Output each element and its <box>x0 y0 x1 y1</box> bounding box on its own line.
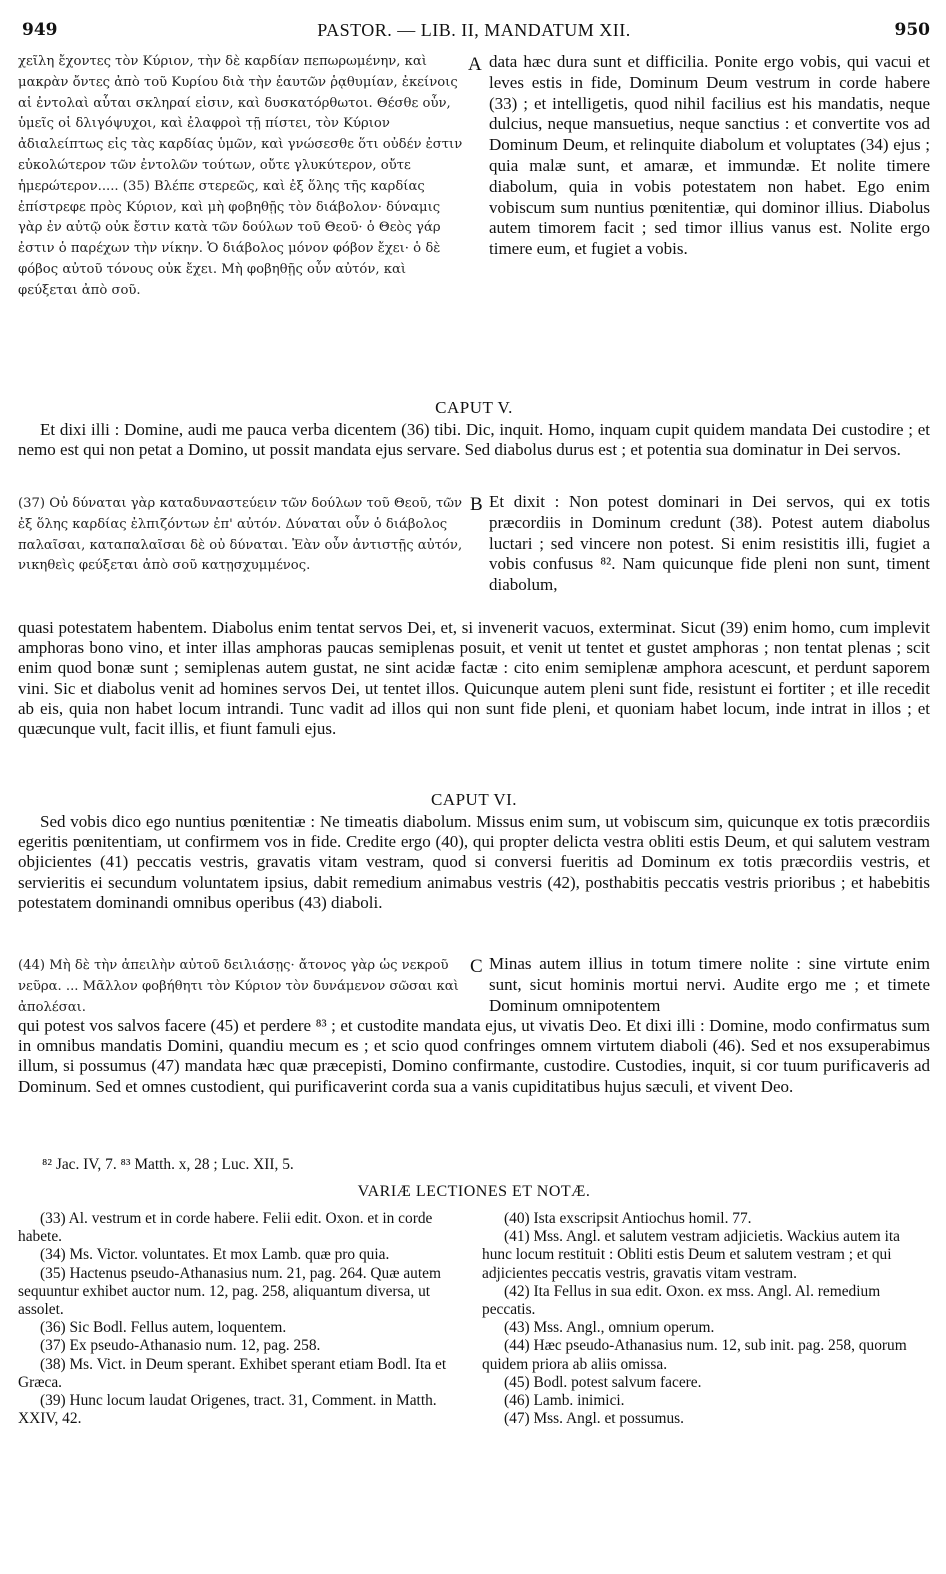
latin-column-c: Minas autem illius in totum timere nolite : sine virtute enim sunt, sicut hominis mortui nervi. Audite ergo me ; et timete Dominum omnipotentem <box>489 954 930 1015</box>
note-item: (43) Mss. Angl., omnium operum. <box>504 1319 715 1337</box>
section-marker-c: C <box>470 956 483 977</box>
scripture-footnotes: ⁸² Jac. IV, 7. ⁸³ Matth. x, 28 ; Luc. XII, 5. <box>42 1156 294 1173</box>
note-item: (39) Hunc locum laudat Origenes, tract. 31, Comment. in Matth. XXIV, 42. <box>18 1392 437 1428</box>
left-page-number: 949 <box>22 20 58 40</box>
notes-left-column <box>18 1210 464 1428</box>
section-marker-b: B <box>470 494 483 515</box>
note-item: (45) Bodl. potest salvum facere. <box>504 1373 702 1391</box>
running-header <box>18 20 930 46</box>
caput-v-body <box>18 618 930 739</box>
note-item: (35) Hactenus pseudo-Athanasius num. 21, pag. 264. Quæ autem sequuntur exhibet auctor num. 12, pag. 258, aliquantum diversa, ut assolet. <box>18 1264 441 1319</box>
note-item: (44) Hæc pseudo-Athanasius num. 12, sub init. pag. 258, quorum quidem priora ab aliis omissa. <box>482 1337 907 1373</box>
note-item: (38) Ms. Vict. in Deum sperant. Exhibet sperant etiam Bodl. Ita et Græca. <box>18 1355 447 1391</box>
caput-vi-intro <box>18 812 930 913</box>
latin-column-b: Et dixit : Non potest dominari in Dei servos, qui ex totis præcordiis in Dominum credunt (38). Potest autem diabolus luctari ; sed vincere non potest. Si enim resistitis illi, fugiet a vobis confusus ⁸². Nam quicunque fide pleni non sunt, timent diabolum, <box>489 492 930 595</box>
section-marker-a: A <box>468 54 482 75</box>
note-item: (40) Ista exscripsit Antiochus homil. 77. <box>504 1210 752 1227</box>
book-page <box>18 0 930 1574</box>
caput-vi-body <box>18 1016 930 1097</box>
greek-column-b: (37) Οὐ δύναται γὰρ καταδυναστεύειν τῶν δούλων τοῦ Θεοῦ, τῶν ἐξ ὅλης καρδίας ἐλπιζόντων ἐπ' αὐτόν. Δύναται οὖν ὁ διάβολος παλαῖσαι, καταπαλαῖσαι δὲ οὐ δύναται. Ἐὰν οὖν ἀντιστῇς αὐτόν, νικηθεὶς φεύξεται ἀπὸ σοῦ κατῃσχυμμένος. <box>18 496 463 574</box>
notes-right-column <box>482 1210 930 1428</box>
caput-vi-intro-text: Sed vobis dico ego nuntius pœnitentiæ : Ne timeatis diabolum. Missus enim sum, ut vobiscum sim, quicunque ex totis præcordiis egeritis pœnitentiam, ut confirmem vos in fide. Credite ergo (40), qui propter delicta vestra obliti estis Deum, et qui salutem vestram objicientes (41) peccatis vestris, gravatis vitam vestram, quod si conversi fueritis ad Dominum ex totis præcordiis vestris, et servieritis ei secundum voluntatem ipsius, dabit remedium animabus vestris (42), posthabitis peccatis vestris prioribus ; et habebitis potestatem dominandi omnibus operibus (43) diaboli. <box>18 812 930 912</box>
right-page-number: 950 <box>894 20 930 40</box>
latin-column-a: data hæc dura sunt et difficilia. Ponite ergo vobis, qui vacui et leves estis in fide, Dominum Deum vestrum in corde habere (33) ; et intelligetis, quod nihil facilius est his mandatis, neque dulcius, neque mansuetius, neque sanctius : et convertite vos ad Dominum Deum, et relinquite diabolum et voluptates (34) ejus ; quia malæ sunt, et amaræ, et immundæ. Et nolite timere diabolum, quia in vobis potestatem non habet. Ego enim vobiscum sum nuntius pœnitentiæ, qui dominor illius. Diabolus autem timorem facit ; sed timor illius vanus est. Nolite ergo timere eum, et fugiet a vobis. <box>489 52 930 259</box>
caput-v-body-text: quasi potestatem habentem. Diabolus enim tentat servos Dei, et, si invenerit vacuos, exterminat. Sicut (39) enim homo, cum implevit amphoras bono vino, et inter illas amphoras paucas semiplenas posuit, et venit ut tentet et gustet amphoras ; non tentat plenas ; scit enim quod bonæ sunt ; semiplenas autem gustat, ne sint acidæ factæ : cito enim semiplenæ amphora acescunt, et perdunt saporem vini. Sic et diabolus venit ad homines servos Dei, ut tentet illos. Quicunque autem pleni sunt fide, resistunt ei fortiter ; et ille recedit ab eis, quia non habet locum intrandi. Tunc vadit ad illos qui non sunt fide pleni, et quoniam habet locum, inde intrat in illos ; et quæcunque vult, facit illis, et fiunt famuli ejus. <box>18 618 930 739</box>
caput-vi-heading: CAPUT VI. <box>430 790 518 809</box>
page-title: PASTOR. — LIB. II, MANDATUM XII. <box>317 20 631 40</box>
note-item: (37) Ex pseudo-Athanasio num. 12, pag. 258. <box>40 1337 321 1355</box>
caput-v-intro-text: Et dixi illi : Domine, audi me pauca verba dicentem (36) tibi. Dic, inquit. Homo, inquam cupit quidem mandata Dei custodire ; et nemo est qui non petat a Domino, ut possit mandata ejus servare. Sed diabolus durus est ; et potentia sua dominatur in Dei servos. <box>18 420 930 460</box>
note-item: (46) Lamb. inimici. <box>504 1392 625 1410</box>
caput-vi-body-text: qui potest vos salvos facere (45) et perdere ⁸³ ; et custodite mandata ejus, ut vivatis Deo. Et dixi illi : Domine, modo confirmatus sum in omnibus mandatis Domini, quandiu mecum es ; et scio quod confringes omnem virtutem diaboli (46). Sed et nos exsuperabimus illum, si possumus (47) mandata hæc quæ præcepisti, Domino confirmante, custodire. Custodies, inquit, si cor tuum purificaveris ad Dominum. Sed et omnes custodient, qui purificaverint corda sua a vanis cupiditatibus hujus sæculi, et vivent Deo. <box>18 1016 930 1096</box>
note-item: (34) Ms. Victor. voluntates. Et mox Lamb. quæ pro quia. <box>40 1246 390 1264</box>
note-item: (41) Mss. Angl. et salutem vestram adjicietis. Wackius autem ita hunc locum restituit : Obliti estis Deum et salutem vestram ; et qui adjicientes peccatis vestris, gravatis vitam vestram. <box>482 1228 900 1282</box>
greek-column-a: χεῖλη ἔχοντες τὸν Κύριον, τὴν δὲ καρδίαν πεπωρωμένην, καὶ μακρὰν ὄντες ἀπὸ τοῦ Κυρίου διὰ τὴν ἑαυτῶν ῥᾳθυμίαν, ἐκείνοις αἱ ἐντολαὶ αὗται σκληραί εἰσιν, καὶ δυσκατόρθωτοι. Θέσθε οὖν, ὑμεῖς οἱ δλιγόψυχοι, καὶ ἐλαφροὶ τῇ πίστει, τὸν Κύριον ἀδιαλείπτως εἰς τὰς καρδίας ὑμῶν, καὶ γνώσεσθε ὅτι οὐδέν ἐστιν εὐκολώτερον τῶν ἐντολῶν τούτων, οὔτε γλυκύτερον, οὔτε ἡμερώτερον..... (35) Βλέπε στερεῶς, καὶ ἐξ ὅλης τῆς καρδίας ἐπίστρεφε πρὸς Κύριον, καὶ μὴ φοβηθῇς τὸν διάβολον· δύναμις γὰρ ἐν αὐτῷ οὐκ ἔστιν κατὰ τῶν δούλων τοῦ Θεοῦ· ὁ Θεὸς γάρ ἐστιν ὁ παρέχων τὴν νίκην. Ὁ διάβολος μόνον φόβον ἔχει· ὁ δὲ φόβος αὐτοῦ τόνους οὐκ ἔχει. Μὴ φοβηθῇς οὖν αὐτόν, καὶ φεύξεται ἀπὸ σοῦ. <box>18 54 463 298</box>
note-item: (36) Sic Bodl. Fellus autem, loquentem. <box>40 1319 287 1337</box>
note-item: (47) Mss. Angl. et possumus. <box>504 1410 684 1428</box>
note-item: (42) Ita Fellus in sua edit. Oxon. ex mss. Angl. Al. remedium peccatis. <box>482 1282 881 1319</box>
note-item: (33) Al. vestrum et in corde habere. Felii edit. Oxon. et in corde habete. <box>18 1210 433 1246</box>
notes-heading: VARIÆ LECTIONES ET NOTÆ. <box>357 1183 591 1200</box>
caput-v-heading: CAPUT V. <box>435 398 513 417</box>
caput-v-intro <box>18 420 930 460</box>
greek-column-c: (44) Μὴ δὲ τὴν ἀπειλὴν αὐτοῦ δειλιάσῃς· ἄτονος γὰρ ὡς νεκροῦ νεῦρα. ... Μᾶλλον φοβήθητι τὸν Κύριον τὸν δυνάμενον σῶσαι καὶ ἀπολέσαι. <box>18 958 459 1015</box>
